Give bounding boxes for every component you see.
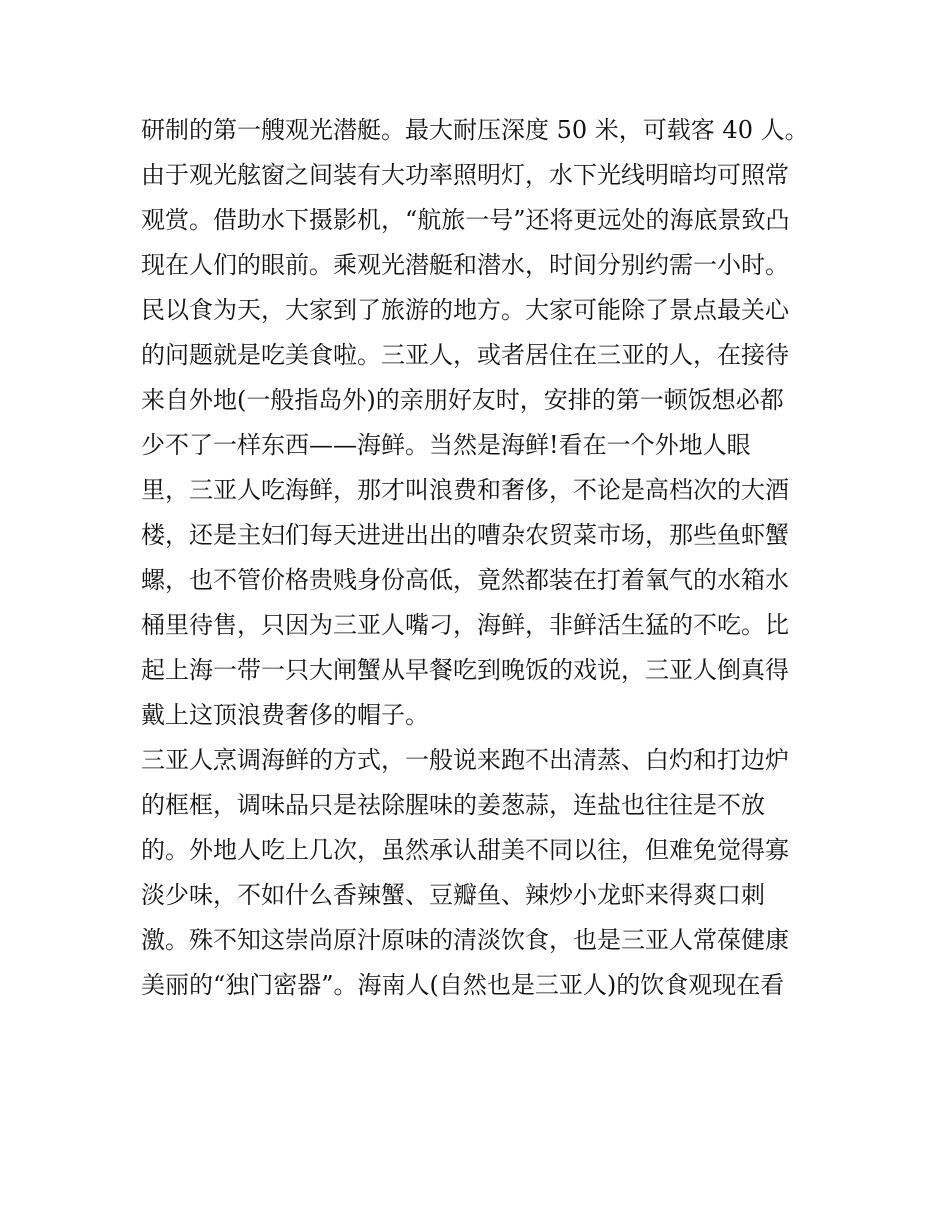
- body-text: [141, 108, 821, 1008]
- text-line: 的。外地人吃上几次，虽然承认甜美不同以往，但难免觉得寡: [141, 836, 789, 864]
- text-line: 三亚人烹调海鲜的方式，一般说来跑不出清蒸、白灼和打边炉: [141, 746, 789, 774]
- text-line: 桶里待售，只因为三亚人嘴刁，海鲜，非鲜活生猛的不吃。比: [141, 611, 789, 639]
- text-line: 研制的第一艘观光潜艇。最大耐压深度 50 米，可载客 40 人。: [141, 116, 809, 144]
- text-line: 激。殊不知这崇尚原汁原味的清淡饮食，也是三亚人常葆健康: [141, 926, 789, 954]
- text-line: 的框框，调味品只是祛除腥味的姜葱蒜，连盐也往往是不放: [141, 791, 765, 819]
- text-line: 螺，也不管价格贵贱身份高低，竟然都装在打着氧气的水箱水: [141, 566, 789, 594]
- text-line: 来自外地(一般指岛外)的亲朋好友时，安排的第一顿饭想必都: [141, 386, 784, 414]
- text-line: 观赏。借助水下摄影机，“航旅一号”还将更远处的海底景致凸: [141, 206, 790, 234]
- text-line: 戴上这顶浪费奢侈的帽子。: [141, 701, 429, 729]
- text-line: 淡少味，不如什么香辣蟹、豆瓣鱼、辣炒小龙虾来得爽口刺: [141, 881, 765, 909]
- text-line: 由于观光舷窗之间装有大功率照明灯，水下光线明暗均可照常: [141, 161, 789, 189]
- text-line: 美丽的“独门密器”。海南人(自然也是三亚人)的饮食观现在看: [141, 971, 785, 999]
- text-line: 楼，还是主妇们每天进进出出的嘈杂农贸菜市场，那些鱼虾蟹: [141, 521, 789, 549]
- text-line: 里，三亚人吃海鲜，那才叫浪费和奢侈，不论是高档次的大酒: [141, 476, 789, 504]
- text-line: 的问题就是吃美食啦。三亚人，或者居住在三亚的人，在接待: [141, 341, 789, 369]
- text-line: 起上海一带一只大闸蟹从早餐吃到晚饭的戏说，三亚人倒真得: [141, 656, 789, 684]
- text-line: 现在人们的眼前。乘观光潜艇和潜水，时间分别约需一小时。: [141, 251, 789, 279]
- text-line: 民以食为天，大家到了旅游的地方。大家可能除了景点最关心: [141, 296, 789, 324]
- text-line: 少不了一样东西——海鲜。当然是海鲜!看在一个外地人眼: [141, 431, 751, 459]
